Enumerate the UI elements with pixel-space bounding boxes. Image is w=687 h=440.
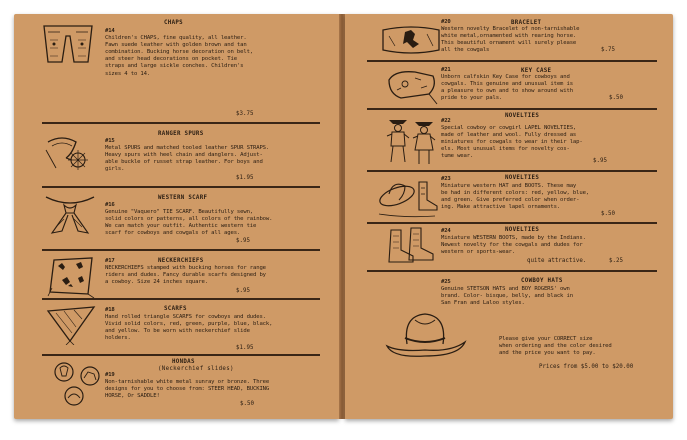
item-price: $.50: [240, 401, 254, 407]
item-description: [441, 118, 583, 161]
note-line: and the price you want to pay.: [499, 350, 596, 357]
chaps-icon: [40, 22, 96, 64]
item-description: [105, 258, 266, 286]
item-line: girls.: [105, 166, 125, 173]
item-number: #18: [105, 307, 115, 313]
item-description: [105, 372, 269, 400]
item-price: $.50: [609, 95, 623, 101]
item-price: $.95: [593, 158, 607, 164]
item-number: #20: [441, 19, 451, 25]
item-description: [441, 19, 579, 54]
item-line: designs for you to choose from: STEER HEAD, BUCKING: [105, 386, 270, 393]
item-line: Children's CHAPS, fine quality, all leather.: [105, 35, 247, 42]
item-heading: NECKERCHIEFS: [158, 258, 204, 264]
divider: [367, 270, 657, 272]
item-description: [441, 176, 589, 211]
item-line: able buckle of russet strap leather. For boys and: [105, 159, 263, 166]
item-number: #24: [441, 228, 451, 234]
item-number: #19: [105, 372, 115, 378]
item-chaps: [14, 14, 339, 117]
item-price: Prices from $5.00 to $20.00: [539, 364, 634, 370]
cowboy-hat-icon: [385, 306, 467, 366]
item-number: #14: [105, 28, 115, 34]
item-number: #25: [441, 279, 451, 285]
item-line: all the cowgals: [441, 47, 490, 54]
divider: [42, 298, 320, 300]
mini-hat-boots-icon: [375, 174, 443, 222]
item-description: [105, 138, 269, 173]
item-line: San Fran and Laloo styles.: [441, 300, 525, 307]
item-description: [105, 307, 272, 342]
divider: [367, 170, 657, 172]
item-line: Vivid solid colors, red, green, purple, blue, black,: [105, 321, 273, 328]
divider: [367, 222, 657, 224]
item-line: Western novelty Bracelet of non-tarnishable: [441, 26, 580, 33]
item-price: $1.95: [236, 345, 254, 351]
divider: [42, 249, 320, 251]
item-line: Genuine "Vaquero" TIE SCARF. Beautifully sewn,: [105, 209, 254, 216]
item-line: els. Most unusual items for novelty cos-: [441, 146, 570, 153]
item-number: #17: [105, 258, 115, 264]
item-trailing-text: quite attractive.: [527, 258, 587, 264]
item-line: Miniature western HAT and BOOTS. These may: [441, 183, 577, 190]
item-description: [105, 28, 253, 78]
item-line: be had in different colors: red, yellow, blue,: [441, 190, 590, 197]
divider: [42, 122, 320, 124]
item-line: tume wear.: [441, 153, 474, 160]
catalog-spread: [14, 14, 673, 419]
tie-scarf-icon: [42, 191, 98, 235]
item-note: [499, 336, 612, 357]
right-page: [345, 14, 673, 419]
item-line: We can match your outfit. Authentic western tie: [105, 223, 257, 230]
item-heading: KEY CASE: [521, 68, 552, 74]
item-line: miniatures for cowgals to wear in their lap-: [441, 139, 583, 146]
item-line: and steer head decorations on pocket. Tie: [105, 56, 237, 63]
item-description: [441, 279, 573, 307]
item-price: $.95: [236, 238, 250, 244]
item-description: [105, 202, 272, 237]
item-heading: CHAPS: [164, 20, 183, 26]
item-line: western or sports-wear.: [441, 249, 516, 256]
item-line: straps and large sickle conches. Children's: [105, 63, 244, 70]
honda-slides-icon: [48, 358, 108, 408]
item-line: a pleasure to own and to show around with: [441, 88, 573, 95]
item-number: #22: [441, 118, 451, 124]
left-page: [14, 14, 339, 419]
item-number: #21: [441, 67, 451, 73]
item-heading: RANGER SPURS: [158, 131, 204, 137]
divider: [42, 186, 320, 188]
note-line: Please give your CORRECT size: [499, 336, 593, 342]
item-line: cowgals. This genuine and unusual item is: [441, 81, 573, 88]
item-line: Non-tarnishable white metal sunray or bronze. Three: [105, 379, 270, 386]
item-line: and green. Give preferred color when order-: [441, 197, 580, 204]
item-number: #23: [441, 176, 451, 182]
item-price: $.95: [236, 288, 250, 294]
divider: [42, 354, 320, 356]
item-line: Newest novelty for the cowgals and dudes for: [441, 242, 583, 249]
item-line: and yellow. To be worn with neckerchief slide: [105, 328, 250, 335]
item-number: #15: [105, 138, 115, 144]
item-line: Metal SPURS and matched tooled leather SPUR STRAPS.: [105, 145, 270, 152]
item-line: pride to your pals.: [441, 95, 503, 102]
item-line: Heavy spurs with heel chain and danglers. Adjust-: [105, 152, 263, 159]
item-heading: HONDAS: [172, 359, 195, 365]
item-line: combination. Bucking horse decoration on belt,: [105, 49, 254, 56]
item-line: Special cowboy or cowgirl LAPEL NOVELTIES,: [441, 125, 577, 132]
item-price: $.25: [609, 258, 623, 264]
scarf-icon: [44, 303, 98, 345]
item-line: Miniature WESTERN BOOTS, made by the Indians.: [441, 235, 586, 242]
item-line: NECKERCHIEFS stamped with bucking horses for range: [105, 265, 266, 272]
divider: [367, 108, 657, 110]
item-line: scarf for cowboys and cowgals of all ages.: [105, 230, 241, 237]
neckerchief-icon: [44, 254, 98, 298]
item-price: $.75: [601, 47, 615, 53]
bracelet-icon: [379, 24, 443, 60]
item-line: solid colors or patterns, all colors of the rainbow.: [105, 216, 273, 223]
item-line: riders and dudes. Fancy durable scarfs designed by: [105, 272, 266, 279]
item-line: ing. Make attractive lapel ornaments.: [441, 204, 561, 211]
item-heading: NOVELTIES: [505, 113, 540, 119]
item-line: white metal,ornamented with rearing horse.: [441, 33, 577, 40]
item-line: sizes 4 to 14.: [105, 70, 151, 77]
item-subheading: (Neckerchief slides): [158, 366, 234, 372]
item-line: Fawn suede leather with golden brown and tan: [105, 42, 247, 49]
item-heading: SCARFS: [164, 306, 187, 312]
item-line: brand. Color- bisque, belly, and black in: [441, 293, 573, 300]
item-line: made of leather and wool. Fully dressed as: [441, 132, 577, 139]
lapel-dolls-icon: [381, 114, 441, 168]
item-line: Genuine STETSON HATS and BOY ROGERS' own: [441, 286, 570, 293]
key-case-icon: [385, 66, 439, 106]
item-heading: NOVELTIES: [505, 227, 540, 233]
item-description: [441, 67, 573, 102]
item-line: holders.: [105, 335, 131, 342]
item-line: This beautiful ornament will surely please: [441, 40, 577, 47]
item-number: #16: [105, 202, 115, 208]
item-line: HORSE, Or SADDLE!: [105, 393, 160, 400]
item-line: Hand rolled triangle SCARFS for cowboys and dudes.: [105, 314, 266, 321]
item-price: $3.75: [236, 111, 254, 117]
spurs-icon: [42, 128, 98, 172]
note-line: when ordering and the color desired: [499, 343, 612, 350]
item-price: $1.95: [236, 175, 254, 181]
item-heading: NOVELTIES: [505, 175, 540, 181]
item-line: a cowboy. Size 24 inches square.: [105, 279, 208, 286]
divider: [367, 60, 657, 62]
item-heading: BRACELET: [511, 20, 542, 26]
item-heading: WESTERN SCARF: [158, 195, 208, 201]
item-price: $.50: [601, 211, 615, 217]
item-description: [441, 228, 586, 256]
item-heading: COWBOY HATS: [521, 278, 563, 284]
mini-boots-icon: [383, 226, 439, 266]
item-line: Unborn calfskin Key Case for cowboys and: [441, 74, 570, 81]
